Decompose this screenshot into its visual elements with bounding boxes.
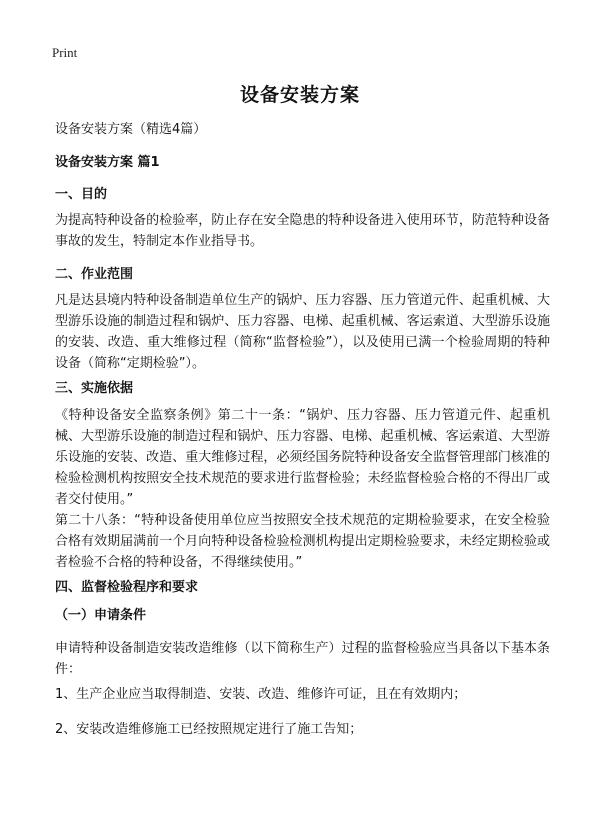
section-paragraph-scope: 凡是达县境内特种设备制造单位生产的锅炉、压力容器、压力管道元件、起重机械、大型游乐设施的制造过程和锅炉、压力容器、电梯、起重机械、客运索道、大型游乐设施的安装、改造、重大维修过程（简称“监督检验”），以及使用已满一个检验周期的特种设备（简称“定期检验”）。 (55, 293, 550, 371)
document-subtitle: 设备安装方案（精选4篇） (55, 122, 207, 137)
list-item: 2、安装改造维修施工已经按照规定进行了施工告知； (55, 722, 363, 737)
section-heading-purpose: 一、目的 (55, 187, 108, 202)
section-paragraph-application-intro: 申请特种设备制造安装改造维修（以下简称生产）过程的监督检验应当具备以下基本条件： (55, 641, 550, 677)
page-title: 设备安装方案 (239, 84, 360, 106)
print-link[interactable]: Print (52, 45, 78, 60)
section-heading-scope: 二、作业范围 (55, 267, 134, 282)
section-paragraph-purpose: 为提高特种设备的检验率，防止存在安全隐患的特种设备进入使用环节，防范特种设备事故的发生，特制定本作业指导书。 (55, 213, 550, 249)
section-heading-procedure: 四、监督检验程序和要求 (55, 580, 199, 595)
list-item: 1、生产企业应当取得制造、安装、改造、维修许可证，且在有效期内； (55, 687, 467, 702)
section-heading-basis: 三、实施依据 (55, 381, 134, 396)
article-heading: 设备安装方案 篇1 (55, 155, 160, 170)
section-paragraph-basis-article28: 第二十八条：“特种设备使用单位应当按照安全技术规范的定期检验要求，在安全检验合格有效期届满前一个月向特种设备检验检测机构提出定期检验要求，未经定期检验或者检验不合格的特种设备，不得继续使用。” (55, 513, 550, 570)
section-paragraph-basis-regulation: 《特种设备安全监察条例》第二十一条：“锅炉、压力容器、压力管道元件、起重机械、大型游乐设施的制造过程和锅炉、压力容器、电梯、起重机械、客运索道、大型游乐设施的安装、改造、重大维修过程，必须经国务院特种设备安全监督管理部门核准的检验检测机构按照安全技术规范的要求进行监督检验；未经监督检验合格的不得出厂或者交付使用。” (55, 408, 550, 507)
subsection-heading-application: （一）申请条件 (55, 608, 147, 623)
